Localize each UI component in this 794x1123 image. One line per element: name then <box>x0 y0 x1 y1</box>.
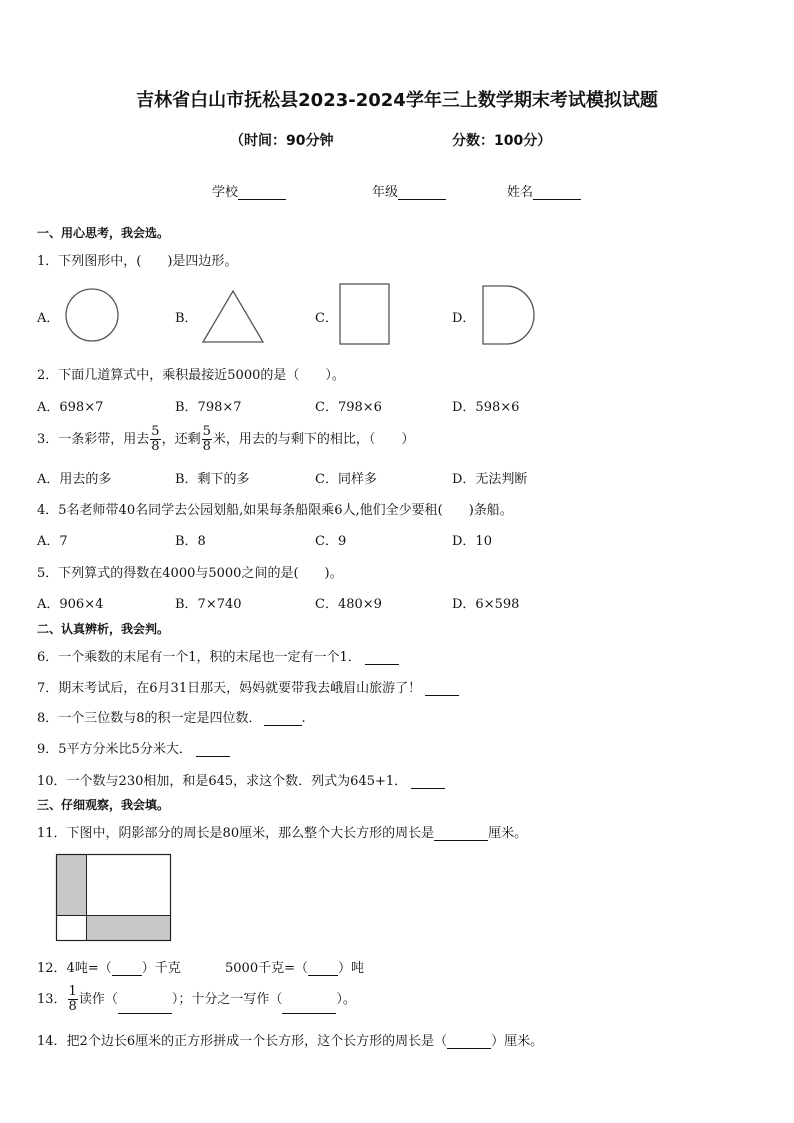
q2-stem: 2．下面几道算式中，乘积最接近5000的是（ ）。 <box>37 368 345 383</box>
q11-stem <box>37 822 527 841</box>
q2-option-a[interactable]: A．698×7 <box>37 400 104 415</box>
frac-denominator: 8 <box>68 999 77 1014</box>
q12-blank-b[interactable] <box>308 961 338 976</box>
q12-text-a-end: ）千克 <box>141 961 181 976</box>
q1-option-a[interactable]: A． <box>37 311 60 326</box>
exam-time: （时间：90分钟 <box>230 133 334 149</box>
q9-stem <box>37 738 230 757</box>
q13-blank-b[interactable] <box>282 999 336 1014</box>
q3-stem-part-c: 米，用去的与剩下的相比，（ ） <box>212 432 415 447</box>
q3-stem-part-b: ，还剩 <box>161 432 201 447</box>
q11-answer-blank[interactable] <box>434 826 488 841</box>
q7-stem <box>37 677 459 696</box>
school-label: 学校 <box>212 185 239 200</box>
q13-text-a: 读作（ <box>78 992 118 1007</box>
q12-part-a <box>37 957 181 976</box>
q8-stem <box>37 707 306 726</box>
school-field <box>212 181 286 200</box>
q4-stem: 4．5名老师带40名同学去公园划船,如果每条船限乘6人,他们全少要租( )条船。 <box>37 503 513 518</box>
q5-option-b[interactable]: B．7×740 <box>175 597 242 612</box>
q13-number: 13． <box>37 992 67 1007</box>
frac-numerator: 5 <box>151 424 160 439</box>
shaded-left-strip <box>57 855 87 916</box>
q2-option-b[interactable]: B．798×7 <box>175 400 242 415</box>
q11-text-b: 厘米。 <box>488 826 528 841</box>
grade-field <box>372 181 446 200</box>
q13-text-b-end: ）。 <box>336 992 356 1007</box>
q7-text: 7．期末考试后，在6月31日那天，妈妈就要带我去峨眉山旅游了！ <box>37 681 422 696</box>
q1-stem: 1．下列图形中，( )是四边形。 <box>37 254 238 269</box>
shaded-bottom-strip <box>87 916 171 941</box>
triangle-icon <box>202 290 264 344</box>
circle-icon <box>64 287 120 343</box>
q6-stem <box>37 646 399 665</box>
section-1-heading: 一、用心思考，我会选。 <box>37 226 170 240</box>
q4-option-c[interactable]: C．9 <box>315 534 347 549</box>
q11-text-a: 11．下图中，阴影部分的周长是80厘米，那么整个大长方形的周长是 <box>37 826 435 841</box>
q4-option-b[interactable]: B．8 <box>175 534 206 549</box>
section-3-heading: 三、仔细观察，我会填。 <box>37 798 170 812</box>
q1-option-c[interactable]: C． <box>315 311 338 326</box>
q3-stem-part-a: 3．一条彩带，用去 <box>37 432 150 447</box>
q10-answer-blank[interactable] <box>411 774 445 789</box>
frac-denominator: 8 <box>202 439 211 454</box>
grade-label: 年级 <box>372 185 399 200</box>
name-blank[interactable] <box>533 185 581 200</box>
q14-text-a: 14．把2个边长6厘米的正方形拼成一个长方形，这个长方形的周长是（ <box>37 1034 448 1049</box>
q13-fraction <box>68 985 78 1014</box>
q1-option-d[interactable]: D． <box>452 311 476 326</box>
q10-stem <box>37 770 445 789</box>
q8-period: . <box>301 711 306 726</box>
q14-text-b: ）厘米。 <box>491 1034 544 1049</box>
q5-option-c[interactable]: C．480×9 <box>315 597 382 612</box>
q14-answer-blank[interactable] <box>447 1034 491 1049</box>
name-label: 姓名 <box>507 185 534 200</box>
q4-option-a[interactable]: A．7 <box>37 534 68 549</box>
q5-stem: 5．下列算式的得数在4000与5000之间的是( )。 <box>37 566 343 581</box>
q7-answer-blank[interactable] <box>425 681 459 696</box>
q2-option-c[interactable]: C．798×6 <box>315 400 382 415</box>
q3-fraction-used <box>150 425 160 454</box>
q3-option-c[interactable]: C．同样多 <box>315 472 377 487</box>
grade-blank[interactable] <box>398 185 446 200</box>
frac-denominator: 8 <box>151 439 160 454</box>
name-field <box>507 181 581 200</box>
q3-option-a[interactable]: A．用去的多 <box>37 472 112 487</box>
q4-option-d[interactable]: D．10 <box>452 534 492 549</box>
q12-text-b: 5000千克=（ <box>225 961 308 976</box>
q14-stem <box>37 1030 543 1049</box>
frac-numerator: 5 <box>202 424 211 439</box>
section-2-heading: 二、认真辨析，我会判。 <box>37 622 170 636</box>
school-blank[interactable] <box>238 185 286 200</box>
q3-stem <box>37 425 414 454</box>
rectangle-icon <box>339 283 391 345</box>
q13-blank-a[interactable] <box>118 999 172 1014</box>
q9-answer-blank[interactable] <box>196 742 230 757</box>
q2-option-d[interactable]: D．598×6 <box>452 400 520 415</box>
q9-text: 9．5平方分米比5分米大． <box>37 742 192 757</box>
exam-score: 分数：100分） <box>452 133 552 149</box>
q12-blank-a[interactable] <box>112 961 142 976</box>
d-shape-icon <box>482 285 538 345</box>
q13-stem <box>37 985 356 1014</box>
q3-option-d[interactable]: D．无法判断 <box>452 472 528 487</box>
q5-option-a[interactable]: A．906×4 <box>37 597 104 612</box>
q13-text-a-end: ）；十分之一写作（ <box>171 992 283 1007</box>
q6-text: 6．一个乘数的末尾有一个1，积的末尾也一定有一个1． <box>37 650 361 665</box>
q8-answer-blank[interactable] <box>264 711 302 726</box>
q8-text: 8．一个三位数与8的积一定是四位数． <box>37 711 262 726</box>
q3-fraction-remaining <box>202 425 212 454</box>
frac-numerator: 1 <box>68 984 77 999</box>
q3-option-b[interactable]: B．剩下的多 <box>175 472 250 487</box>
page-title: 吉林省白山市抚松县2023-2024学年三上数学期末考试模拟试题 <box>136 90 658 111</box>
q10-text: 10．一个数与230相加，和是645，求这个数．列式为645+1． <box>37 774 408 789</box>
q1-option-b[interactable]: B． <box>175 311 198 326</box>
q5-option-d[interactable]: D．6×598 <box>452 597 520 612</box>
q12-text-b-end: ）吨 <box>337 961 364 976</box>
q12-part-b <box>225 957 364 976</box>
q11-rectangle-figure <box>56 854 172 942</box>
q6-answer-blank[interactable] <box>365 650 399 665</box>
q12-text-a: 12．4吨=（ <box>37 961 112 976</box>
